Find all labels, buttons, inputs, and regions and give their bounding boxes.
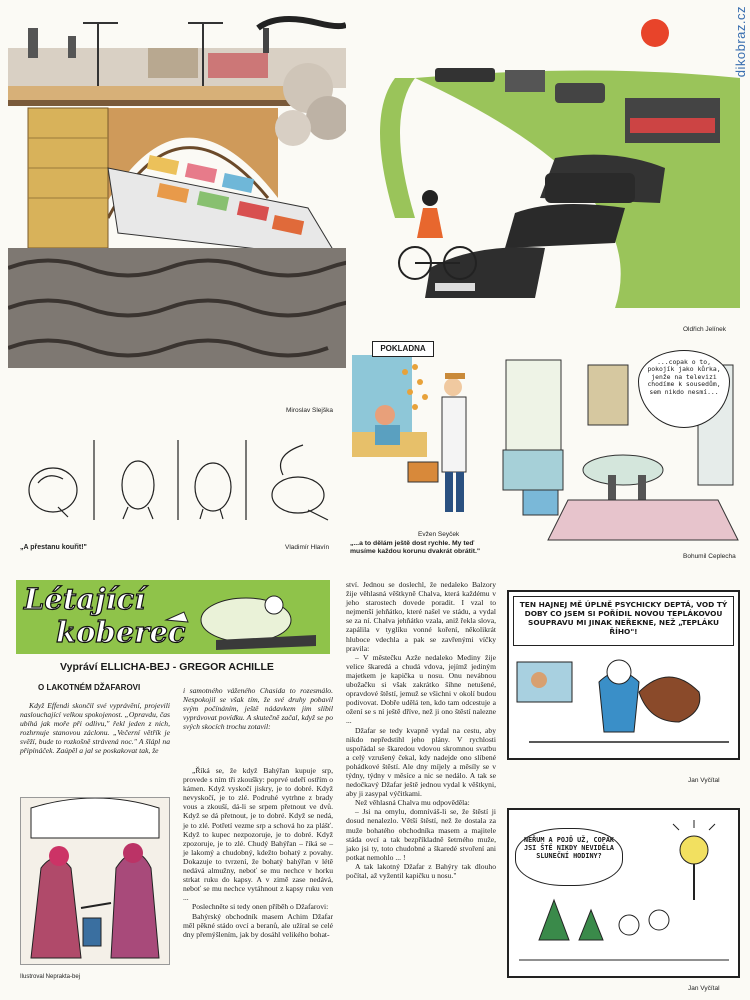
- pokladna-cartoon: [350, 337, 492, 530]
- col3-paragraph-3: Džafar se tedy kvapně vydal na cestu, aby nikdo nepředstihl jeho plány. V rychlosti uspořádal se škaredou vdovou skromnou svatbu a celý vzrušený čekal, kdy nadejde ono slíbené pohádkové štěstí. Ale dny míjely a měsíly se v týdny, týdny v měsíce a nic se nedálo. A tak se nedočkavý Džafar ještě jednou vydal k věštkyni, aby ji zasypal výčitkami.: [346, 725, 496, 799]
- sun-shape: [641, 19, 669, 47]
- col1-paragraph: Když Effendi skončil své vyprávění, projevili naslouchající velkou spokojenost. „Opravdu, čas ubíhá jak moře při odlivu," řekl jeden z nich, rozhrnuje stanovou záclonu. „Večerní větřík je svěží, bude to rozkošně strávená noc." A šlápl na připínáček. Zaúpěl a jal se poskakovat tak, že: [20, 701, 170, 756]
- livingroom-cartoon: [498, 350, 740, 550]
- livingroom-speech-bubble: ...copak o to, pokojík jako kůrka, jenže na televizi chodíme k sousedům, sem nikdo nesmí...: [638, 350, 730, 428]
- livingroom-artist: Bohumil Ceplecha: [683, 553, 736, 560]
- comic-panel-hajny: [507, 590, 740, 760]
- article-byline: Vypráví ELLICHA-BEJ - GREGOR ACHILLE: [60, 661, 274, 673]
- col2-intro-paragraph: i samotného váženého Chasida to rozesmálo. Nespokojil se však tím, že své druhy pobavil svým počínáním, ještě nádavkem jim slíbil vyprávovat povídku. A skutečně začal, když se po svých skocích trochu zotavil:: [183, 686, 333, 732]
- pokladna-illustration: [350, 337, 492, 530]
- col3-paragraph-2: – V městečku Azže nedaleko Mediny žije velice škaredá a chudá vdova, jejímž jediným majetkem je kapička u nosu. Onu nevábnou ubožačku si však zakrátko šíhne netušené, opravdové štěstí, jemuž se všichni v okolí budou podivovat. Dobře udělá ten, kdo tam odcestuje a ožení se s ní ještě dříve, než ji ono štěstí nalezne ...: [346, 652, 496, 726]
- highway-cartoon: [355, 8, 740, 326]
- hodiny-speech: NEŘUM A POJĎ UŽ, COPAK JSI ŠTĚ NIKDY NEVIDĚLA SLUNEČNÍ HODINY?: [515, 828, 623, 886]
- highway-illustration: [355, 8, 740, 326]
- col2-paragraph-2: Poslechněte si tedy onen příběh o Džafarovi:: [192, 902, 329, 912]
- pokladna-sign: POKLADNA: [372, 341, 434, 357]
- article-col1-intro: [20, 701, 170, 756]
- bridge-cartoon: [8, 8, 346, 408]
- col3-paragraph-5: – Jsi na omylu, domníváš-li se, že štěstí ji dosud nenalezlo. Větší štěstí, než že dostala za muže bohatého obchodníka masem a majitele stáda ovcí a tak bezpříkladně šetrného muže, jako jsi ty, toto chudobné a škaredé stvoření ani potkat nemohlo ... !: [346, 807, 496, 862]
- illustration-credit: Ilustroval Neprakta-bej: [20, 974, 81, 980]
- article-subtitle: O LAKOTNÉM DŽAFAROVI: [38, 683, 141, 692]
- site-watermark: dikobraz.cz: [733, 6, 748, 78]
- hajny-speech: TEN HAJNEJ MĚ ÚPLNĚ PSYCHICKY DEPTÁ, VOD TÝ DOBY CO JSEM SI POŘÍDIL NOVOU TEPLÁKOVOU SOUPRAVU MI JINAK NEŘEKNE, NEŽ „TEPLÁKU ŘÍHO"!: [513, 596, 734, 646]
- merchants-illustration: [21, 798, 169, 964]
- logo-word-2: koberec: [56, 615, 186, 649]
- article-col2-body: [183, 766, 333, 939]
- article-col3-body: [346, 580, 496, 880]
- article-col2-intro: [183, 686, 333, 731]
- col3-paragraph-1: ství. Jednou se doslechl, že nedaleko Balzory žije věhlasná věštkyně Chalva, která každému v jeho starostech dovede poradit. I vzal to nejmenší jehňátko, které našel ve stádu, a vydal se za ní. Chalva jehňátko vzala, aniž řekla slova, zapálila v tyglíku vonné koření, několikrát hluboce vdechla a pak se zavřenými víčky pravila:: [346, 580, 496, 653]
- col2-paragraph-1: „Říká se, že když Bahýřan kupuje srp, provede s ním tři zkoušky: poprvé udeří ostřím o kámen. Když vyskočí jiskry, je to dobré. Když nevyskočí, je to zlé. Podruhé vytrhne z brady vous a zkouší, dá-li se srpem přetnout ve dvů. Když se dá přetnout, je to dobré. Když se nedá, je to zlé. Potřetí vezme srp a schová ho za plášť. Když to kupec nezpozoruje, je to dobré. Když zpozoruje, je to zlé. Chudý Bahýřan – říká se – je lakomý a chudobný, kdežto bohatý z povahy. Dokazuje to tvrzení, že bohatý bahýřan v létě nedává almužny, neboť se mu nechce v horku strkat ruku do kapsy. A v zimě zase nedává, neboť se mu nechce vytáhnout z kapsy ruku ven ...: [183, 766, 333, 903]
- bridge-illustration: [8, 8, 346, 408]
- col3-paragraph-4: Než věhlasná Chalva mu odpověděla:: [355, 798, 470, 808]
- smoker-strip: [8, 435, 346, 527]
- col3-paragraph-6: A tak lakotný Džafar z Bahýry tak dlouho počítal, až vyžentil kapičku u nosu.": [346, 861, 496, 880]
- smoker-strip-illustration: [8, 435, 346, 527]
- logo-word-1: Létající: [24, 582, 146, 616]
- comic1-artist: Jan Vyčítal: [688, 777, 720, 784]
- smoker-artist: Vladimír Hlavín: [285, 544, 330, 551]
- comic-panel-hodiny: [507, 808, 740, 978]
- article-logo: [16, 580, 330, 654]
- pokladna-caption: „...a to dělám ještě dost rychle. My teď musíme každou korunu dvakrát obrátit.": [350, 540, 481, 555]
- smoker-caption: „A přestanu kouřit!": [20, 544, 87, 551]
- bridge-artist: Miroslav Slejška: [286, 407, 333, 414]
- highway-artist: Oldřich Jelínek: [683, 326, 726, 333]
- article-illustration: [20, 797, 170, 965]
- pokladna-artist: Evžen Seyček: [418, 531, 460, 538]
- comic2-artist: Jan Vyčítal: [688, 985, 720, 992]
- col2-paragraph-3: Bahýrský obchodník masem Achim Džafar měl pěkné stádo ovcí a beranů, ale užíral se celé dny přemýšlením, jak by dosáhl velikého bohat-: [183, 911, 333, 939]
